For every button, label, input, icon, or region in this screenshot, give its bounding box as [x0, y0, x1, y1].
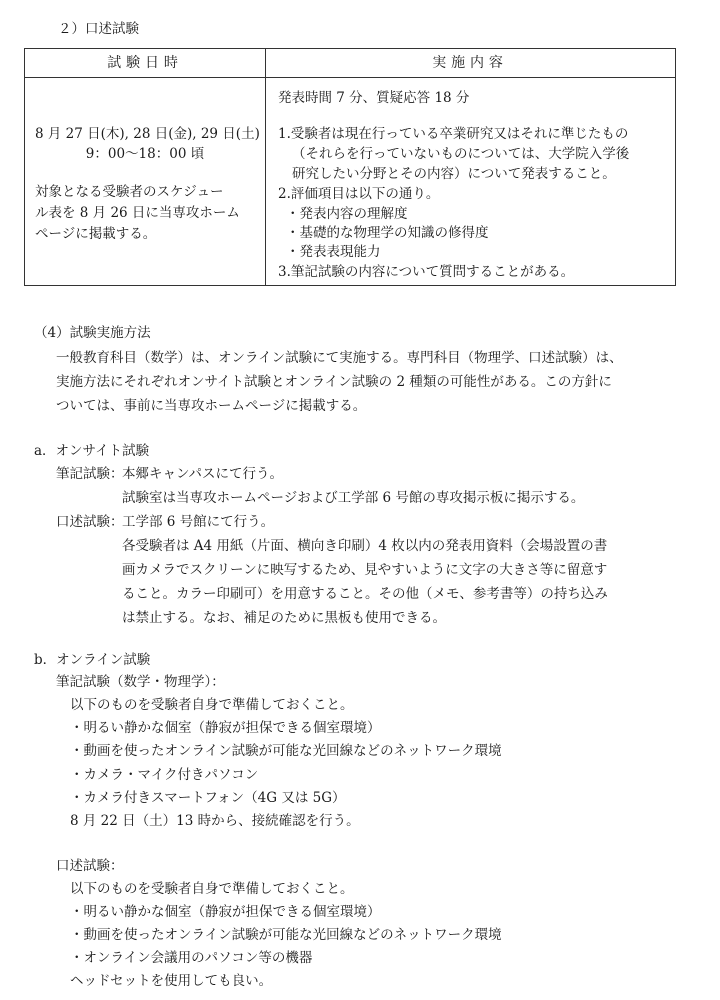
online-written-label: 筆記試験（数学・物理学）：: [56, 674, 225, 690]
onsite-heading: a．オンサイト試験: [34, 443, 150, 459]
evaluation-item: ・発表内容の理解度: [286, 206, 408, 222]
onsite-oral-line: 画カメラでスクリーンに映写するため、見やすいように文字の大きさ等に留意す: [122, 562, 608, 578]
table-column-divider: [265, 49, 266, 285]
schedule-note-line: ル表を 8 月 26 日に当専攻ホーム: [35, 205, 240, 221]
online-written-item: ・明るい静かな個室（静寂が担保できる個室環境）: [70, 720, 381, 736]
headset-note: ヘッドセットを使用しても良い。: [70, 973, 273, 989]
onsite-oral-line: 各受験者は A4 用紙（片面、横向き印刷）4 枚以内の発表用資料（会場設置の書: [122, 538, 608, 554]
online-oral-intro: 以下のものを受験者自身で準備しておくこと。: [70, 881, 354, 897]
schedule-note-line: 対象となる受験者のスケジュー: [35, 184, 224, 200]
onsite-written-label: 筆記試験：: [56, 466, 124, 482]
online-written-item: ・カメラ・マイク付きパソコン: [70, 767, 259, 783]
onsite-oral-label: 口述試験：: [56, 514, 124, 530]
online-oral-item: ・オンライン会議用のパソコン等の機器: [70, 950, 313, 966]
exam-method-para-line: 一般教育科目（数学）は、オンライン試験にて実施する。専門科目（物理学、口述試験）は、: [56, 350, 623, 366]
exam-dates: 8 月 27 日(木), 28 日(金), 29 日(土): [35, 126, 260, 142]
content-line: 2.評価項目は以下の通り。: [278, 186, 440, 202]
onsite-oral-line: は禁止する。なお、補足のために黒板も使用できる。: [122, 610, 446, 626]
online-written-item: ・カメラ付きスマートフォン（4G 又は 5G）: [70, 790, 346, 806]
content-line: 1.受験者は現在行っている卒業研究又はそれに準じたもの: [278, 126, 629, 142]
online-oral-item: ・動画を使ったオンライン試験が可能な光回線などのネットワーク環境: [70, 927, 502, 943]
evaluation-item: ・発表表現能力: [286, 244, 381, 260]
onsite-written-line: 試験室は当専攻ホームページおよび工学部 6 号館の専攻掲示板に掲示する。: [122, 490, 585, 506]
evaluation-item: ・基礎的な物理学の知識の修得度: [286, 225, 489, 241]
content-line: （それらを行っていないものについては、大学院入学後: [292, 146, 630, 162]
exam-hours: 9：00〜18：00 頃: [85, 146, 205, 162]
table-header-datetime: 試験日時: [107, 55, 183, 71]
online-heading: b．オンライン試験: [34, 652, 151, 668]
section-heading-oral-exam: ２）口述試験: [58, 21, 139, 37]
content-line: 3.筆記試験の内容について質問することがある。: [278, 264, 575, 280]
table-header-content: 実施内容: [432, 55, 508, 71]
onsite-oral-line: 工学部 6 号館にて行う。: [122, 514, 275, 530]
onsite-oral-line: ること。カラー印刷可）を用意すること。その他（メモ、参考書等）の持ち込み: [122, 586, 608, 602]
exam-method-para-line: 実施方法にそれぞれオンサイト試験とオンライン試験の 2 種類の可能性がある。この方針に: [56, 374, 612, 390]
schedule-note-line: ページに掲載する。: [35, 226, 157, 242]
online-written-intro: 以下のものを受験者自身で準備しておくこと。: [70, 697, 354, 713]
presentation-time: 発表時間 7 分、質疑応答 18 分: [278, 90, 470, 106]
connection-check-note: 8 月 22 日（土）13 時から、接続確認を行う。: [70, 813, 360, 829]
oral-exam-table: [24, 48, 676, 286]
content-line: 研究したい分野とその内容）について発表すること。: [292, 166, 616, 182]
online-written-item: ・動画を使ったオンライン試験が可能な光回線などのネットワーク環境: [70, 743, 502, 759]
online-oral-label: 口述試験：: [56, 858, 124, 874]
onsite-written-line: 本郷キャンパスにて行う。: [122, 466, 284, 482]
section-heading-exam-method: （4）試験実施方法: [34, 325, 151, 341]
online-oral-item: ・明るい静かな個室（静寂が担保できる個室環境）: [70, 904, 381, 920]
exam-method-para-line: ついては、事前に当専攻ホームページに掲載する。: [56, 398, 367, 414]
